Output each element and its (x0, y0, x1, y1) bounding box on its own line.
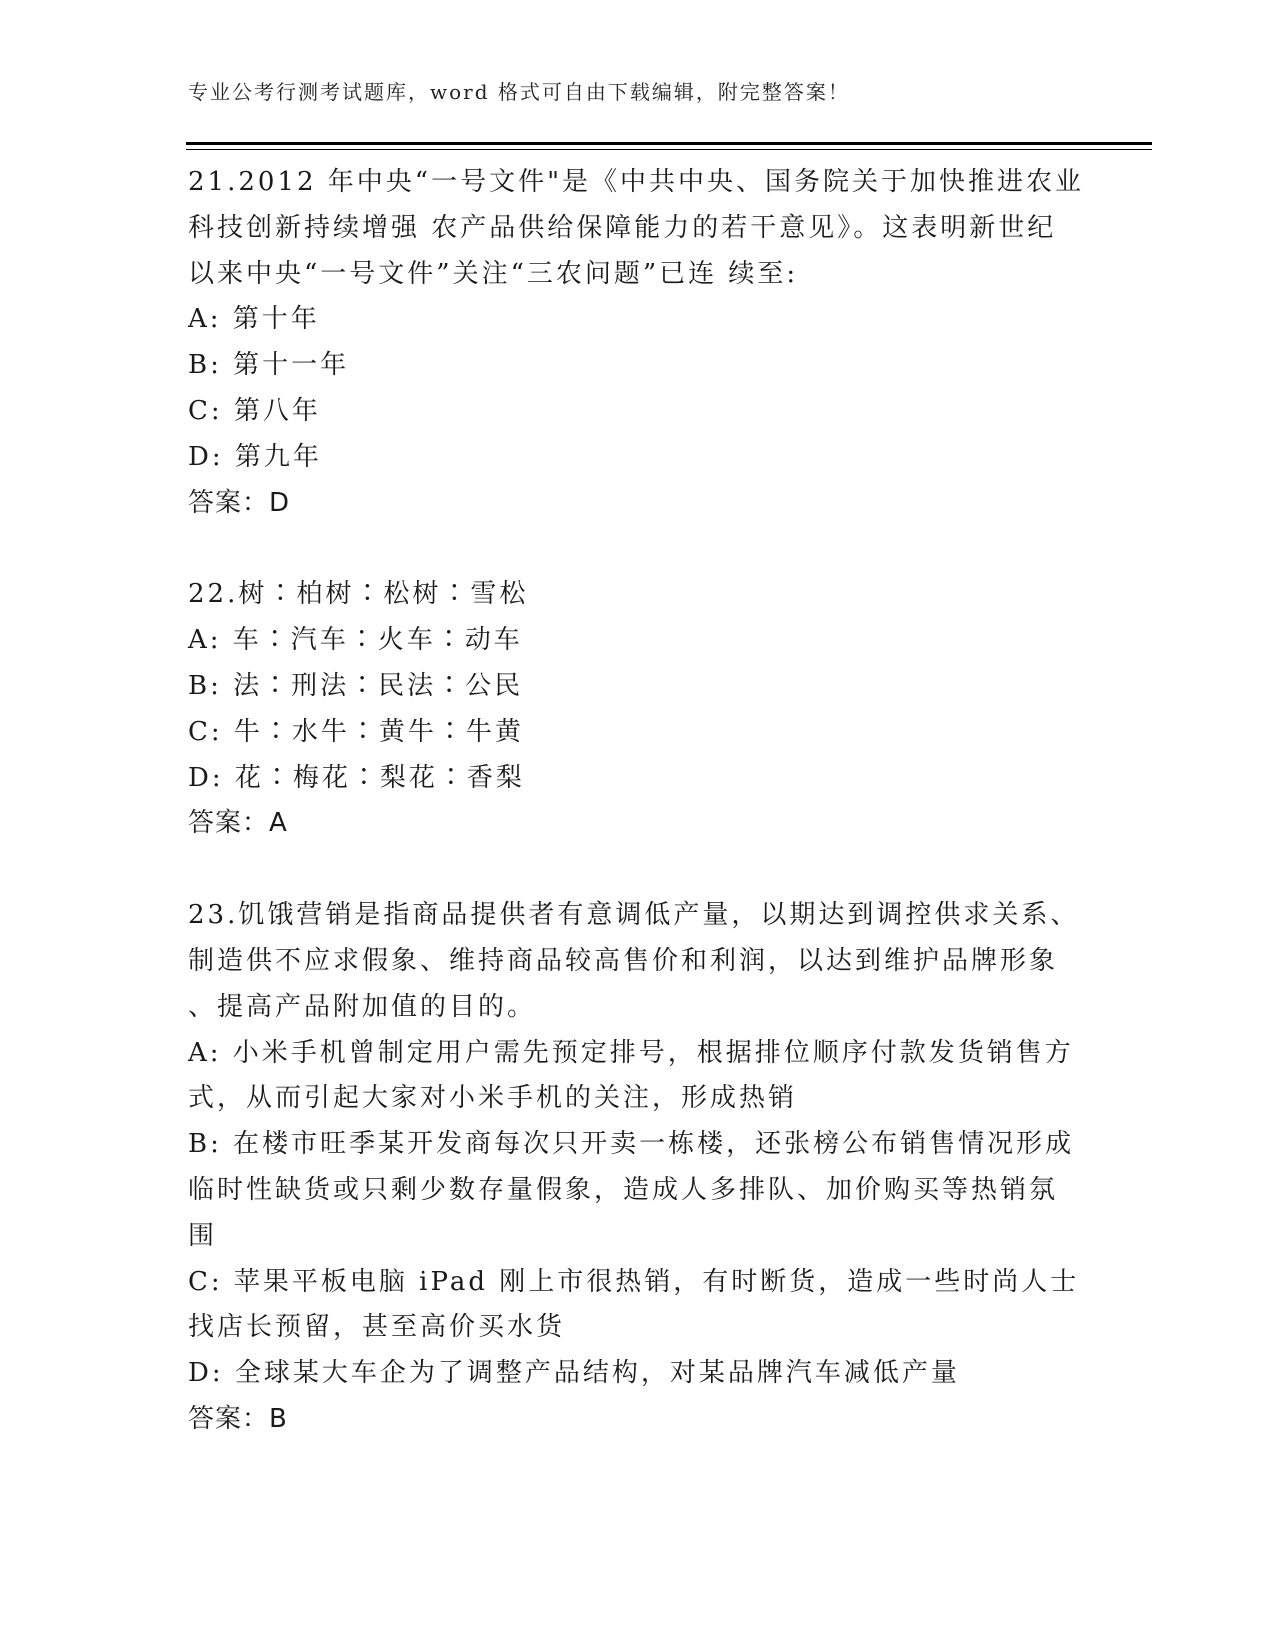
page-header: 专业公考行测考试题库，word 格式可自由下载编辑，附完整答案！ (188, 80, 850, 104)
option-line: D: 全球某大车企为了调整产品结构，对某品牌汽车减低产量 (188, 1358, 960, 1389)
option-line: C: 苹果平板电脑 iPad 刚上市很热销，有时断货，造成一些时尚人士 (188, 1266, 1080, 1297)
question-stem-line: 23.饥饿营销是指商品提供者有意调低产量，以期达到调控供求关系、 (188, 900, 1080, 931)
option-line: 围 (188, 1220, 218, 1251)
option-A (188, 618, 1088, 664)
question-stem-line: 科技创新持续增强 农产品供给保障能力的若干意见》。这表明新世纪 (188, 212, 1057, 243)
option-D (188, 756, 1088, 802)
answer-line: 答案：B (188, 1403, 288, 1434)
option-B (188, 664, 1088, 710)
option-D (188, 435, 1088, 481)
question-stem-line: 22.树∶柏树∶松树∶雪松 (188, 579, 529, 610)
question-stem-line: 以来中央“一号文件”关注“三农问题”已连 续至: (188, 258, 799, 289)
option-C (188, 1260, 1088, 1352)
answer-line: 答案：A (188, 808, 288, 839)
option-line: A: 第十年 (188, 304, 320, 335)
option-line: B: 法∶刑法∶民法∶公民 (188, 670, 524, 701)
option-line: 式，从而引起大家对小米手机的关注，形成热销 (188, 1083, 798, 1114)
question-stem-line: 、提高产品附加值的目的。 (188, 991, 537, 1022)
answer-line: 答案：D (188, 487, 291, 518)
question-stem-line: 21.2012 年中央“一号文件"是《中共中央、国务院关于加快推进农业 (188, 167, 1085, 197)
question-23 (188, 893, 1088, 1443)
question-stem-line: 制造供不应求假象、维持商品较高售价和利润，以达到维护品牌形象 (188, 945, 1059, 976)
option-line: D: 第九年 (188, 441, 322, 472)
option-line: 找店长预留，甚至高价买水货 (188, 1312, 566, 1343)
header-rule-thin (186, 149, 1152, 150)
option-line: D: 花∶梅花∶梨花∶香梨 (188, 762, 525, 793)
option-line: C: 第八年 (188, 395, 321, 426)
option-C (188, 389, 1088, 435)
option-C (188, 710, 1088, 756)
option-line: B: 第十一年 (188, 350, 350, 381)
option-B (188, 343, 1088, 389)
option-line: 临时性缺货或只剩少数存量假象，造成人多排队、加价购买等热销氛 (188, 1174, 1059, 1205)
option-A (188, 297, 1088, 343)
question-21 (188, 160, 1088, 526)
option-A (188, 1031, 1088, 1123)
option-line: A: 车∶汽车∶火车∶动车 (188, 625, 523, 656)
question-list (188, 160, 1088, 1443)
question-22 (188, 572, 1088, 847)
header-rule-thick (186, 142, 1152, 145)
option-line: C: 牛∶水牛∶黄牛∶牛黄 (188, 716, 524, 747)
option-line: A: 小米手机曾制定用户需先预定排号，根据排位顺序付款发货销售方 (188, 1037, 1074, 1068)
option-B (188, 1122, 1088, 1259)
option-line: B: 在楼市旺季某开发商每次只开卖一栋楼，还张榜公布销售情况形成 (188, 1129, 1075, 1160)
option-D (188, 1351, 1088, 1397)
